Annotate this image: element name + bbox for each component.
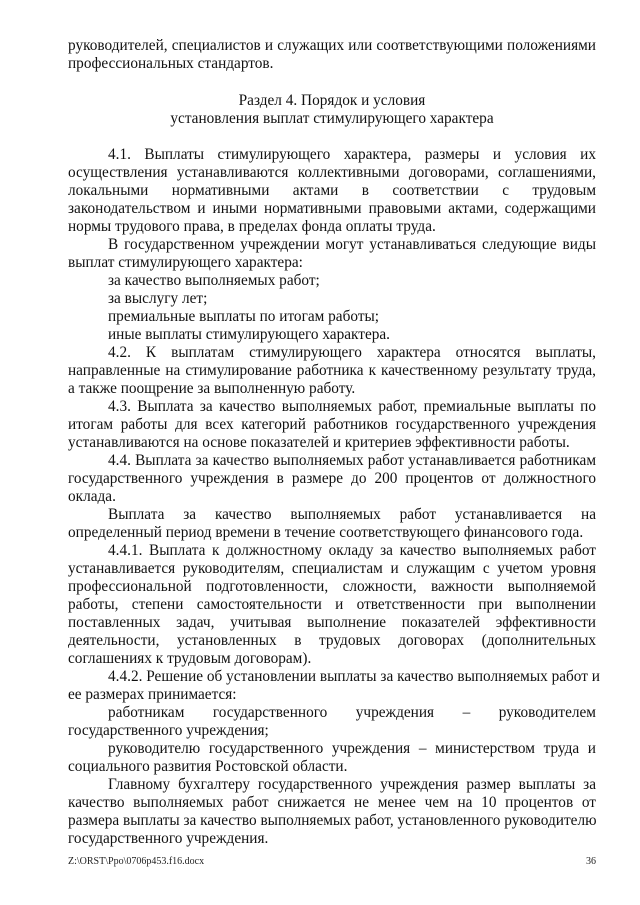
paragraph-line: определенный период времени в течение соответствующего финансового года. (68, 524, 584, 541)
intro-line: профессиональных стандартов. (68, 55, 274, 72)
paragraph-line: 4.4. Выплата за качество выполняемых работ устанавливается работникам (108, 452, 596, 469)
paragraph-line: 4.4.2. Решение об установлении выплаты за качество выполняемых работ и (108, 668, 600, 685)
paragraph-line: оклада. (68, 488, 116, 505)
paragraph-line: размера выплаты за качество выполняемых работ, установленного руководителю (68, 812, 597, 829)
paragraph-line: государственного учреждения в размере до 200 процентов от должностного (68, 470, 596, 487)
paragraph-line: 4.4.1. Выплата к должностному окладу за качество выполняемых работ (108, 542, 596, 559)
paragraph-line: нормы трудового права, в пределах фонда оплаты труда. (68, 218, 436, 235)
paragraph-line: деятельности, установленных в трудовых договорах (дополнительных (68, 632, 596, 649)
paragraph-line: осуществления устанавливаются коллективными договорами, соглашениями, (68, 164, 596, 181)
paragraph-line: итогам работы для всех категорий работников государственного учреждения (68, 416, 596, 433)
paragraph-line: ее размерах принимается: (68, 686, 237, 703)
paragraph-line: качество выполняемых работ снижается не менее чем на 10 процентов от (68, 794, 596, 811)
paragraph-line: руководителю государственного учреждения – министерством труда и (108, 740, 596, 757)
section-heading: установления выплат стимулирующего характера (170, 110, 494, 127)
footer-file-path: Z:\ORST\Ppo\0706p453.f16.docx (68, 856, 205, 867)
paragraph-line: законодательством и иными нормативными правовыми актами, содержащими (68, 200, 596, 217)
paragraph-line: государственного учреждения; (68, 722, 269, 739)
paragraph-line: 4.3. Выплата за качество выполняемых работ, премиальные выплаты по (108, 398, 596, 415)
paragraph-line: Выплата за качество выполняемых работ устанавливается на (108, 506, 596, 523)
paragraph-line: работникам государственного учреждения – руководителем (108, 704, 596, 721)
paragraph-line: работы, степени самостоятельности и ответственности при выполнении (68, 596, 596, 613)
paragraph-line: государственного учреждения. (68, 830, 269, 847)
paragraph-line: В государственном учреждении могут устанавливаться следующие виды (108, 236, 596, 253)
intro-line: руководителей, специалистов и служащих или соответствующими положениями (68, 37, 596, 54)
paragraph-line: Главному бухгалтеру государственного учреждения размер выплаты за (108, 776, 596, 793)
paragraph-line: устанавливаются на основе показателей и критериев эффективности работы. (68, 434, 570, 451)
paragraph-line: социального развития Ростовской области. (68, 758, 348, 775)
paragraph-line: поставленных задач, учитывая выполнение показателей эффективности (68, 614, 596, 631)
list-item: за качество выполняемых работ; (108, 272, 320, 289)
section-heading: Раздел 4. Порядок и условия (238, 92, 426, 109)
list-item: за выслугу лет; (108, 290, 208, 307)
paragraph-line: устанавливается руководителям, специалистам и служащим с учетом уровня (68, 560, 596, 577)
paragraph-line: направленные на стимулирование работника к качественному результату труда, (68, 362, 596, 379)
paragraph-line: локальными нормативными актами в соответствии с трудовым (68, 182, 596, 199)
paragraph-line: соглашениях к трудовым договорам). (68, 650, 312, 667)
list-item: премиальные выплаты по итогам работы; (108, 308, 380, 325)
paragraph-line: профессиональной подготовленности, сложности, важности выполняемой (68, 578, 596, 595)
list-item: иные выплаты стимулирующего характера. (108, 326, 390, 343)
page-number: 36 (586, 856, 596, 867)
paragraph-line: выплат стимулирующего характера: (68, 254, 303, 271)
paragraph-line: 4.2. К выплатам стимулирующего характера относятся выплаты, (108, 344, 596, 361)
paragraph-line: а также поощрение за выполненную работу. (68, 380, 356, 397)
paragraph-line: 4.1. Выплаты стимулирующего характера, размеры и условия их (108, 146, 596, 163)
